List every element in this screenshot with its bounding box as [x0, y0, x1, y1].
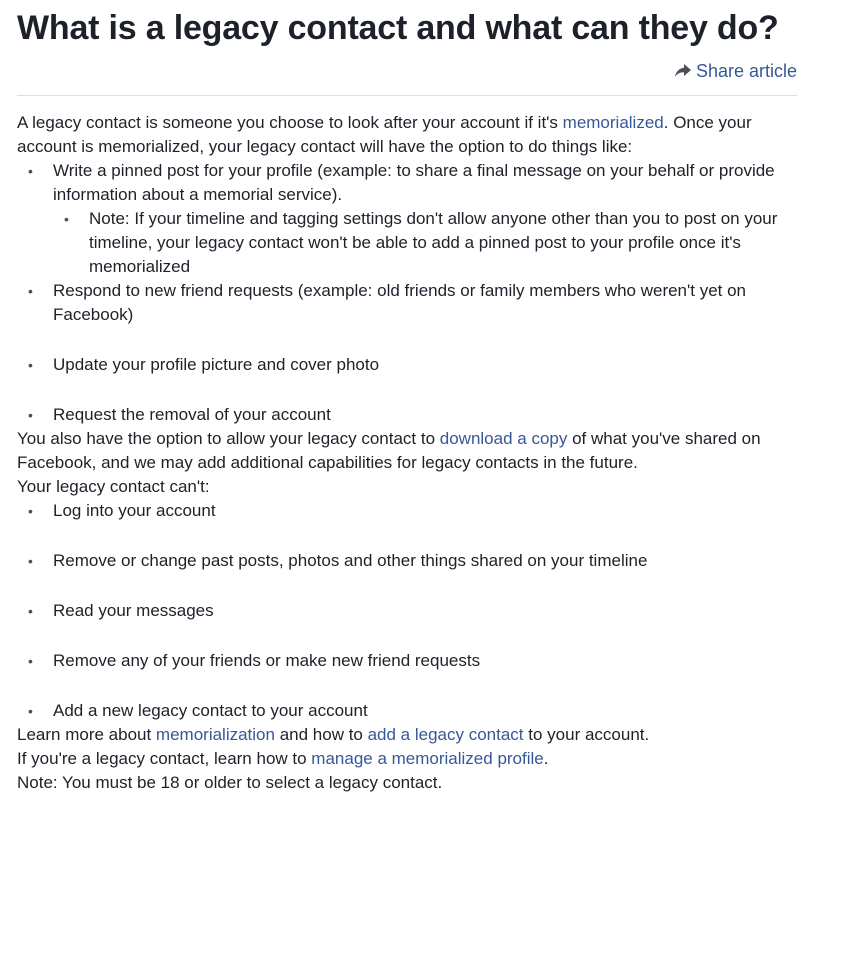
title-divider	[17, 95, 797, 96]
manage-text-after: .	[543, 749, 549, 768]
list-item: • Remove any of your friends or make new friend requests	[17, 649, 812, 673]
memorialized-link[interactable]: memorialized	[562, 113, 664, 132]
share-article-link[interactable]	[675, 60, 797, 82]
list-item: • Update your profile picture and cover photo	[17, 353, 812, 377]
note-list-item: • Note: If your timeline and tagging settings don't allow anyone other than you to post on your timeline, your legacy contact won't be able to add a pinned post to your profile once it's memorialized	[53, 207, 812, 279]
learn-more-text-before: Learn more about	[17, 725, 156, 744]
list-item: • Request the removal of your account	[17, 403, 812, 427]
download-text-before: You also have the option to allow your legacy contact to	[17, 429, 440, 448]
cant-do-list	[17, 499, 812, 723]
manage-memorialized-profile-link[interactable]: manage a memorialized profile	[311, 749, 544, 768]
share-arrow-icon	[675, 64, 691, 78]
cant-heading: Your legacy contact can't:	[17, 477, 210, 496]
download-copy-link[interactable]: download a copy	[439, 429, 568, 448]
learn-more-text-middle: and how to	[274, 725, 368, 744]
download-paragraph	[17, 427, 812, 475]
list-item: • Remove or change past posts, photos and other things shared on your timeline	[17, 549, 812, 573]
can-do-list	[17, 159, 812, 207]
age-note: Note: You must be 18 or older to select a legacy contact.	[17, 773, 443, 792]
list-item: • Read your messages	[17, 599, 812, 623]
manage-text-before: If you're a legacy contact, learn how to	[17, 749, 312, 768]
manage-paragraph	[17, 747, 812, 771]
list-item: • Write a pinned post for your profile (example: to share a final message on your behalf or provide information about a memorial service).	[17, 159, 812, 207]
can-do-list-continued	[17, 279, 812, 427]
intro-text-before: A legacy contact is someone you choose to look after your account if it's	[17, 113, 563, 132]
share-article-label: Share article	[695, 61, 797, 81]
can-do-sublist	[17, 207, 812, 279]
list-item: • Log into your account	[17, 499, 812, 523]
list-item: • Respond to new friend requests (example: old friends or family members who weren't yet on Facebook)	[17, 279, 812, 327]
intro-text-after: . Once your account is memorialized, your legacy contact will have the option to do things like:	[17, 113, 752, 156]
add-legacy-contact-link[interactable]: add a legacy contact	[367, 725, 524, 744]
memorialization-link[interactable]: memorialization	[155, 725, 275, 744]
learn-more-paragraph	[17, 723, 812, 747]
download-text-after: of what you've shared on Facebook, and we may add additional capabilities for legacy contacts in the future.	[17, 429, 761, 472]
learn-more-text-after: to your account.	[523, 725, 650, 744]
list-item: • Add a new legacy contact to your account	[17, 699, 812, 723]
intro-paragraph	[17, 111, 812, 159]
article-body	[17, 111, 812, 795]
page-title: What is a legacy contact and what can they do?	[17, 9, 779, 47]
